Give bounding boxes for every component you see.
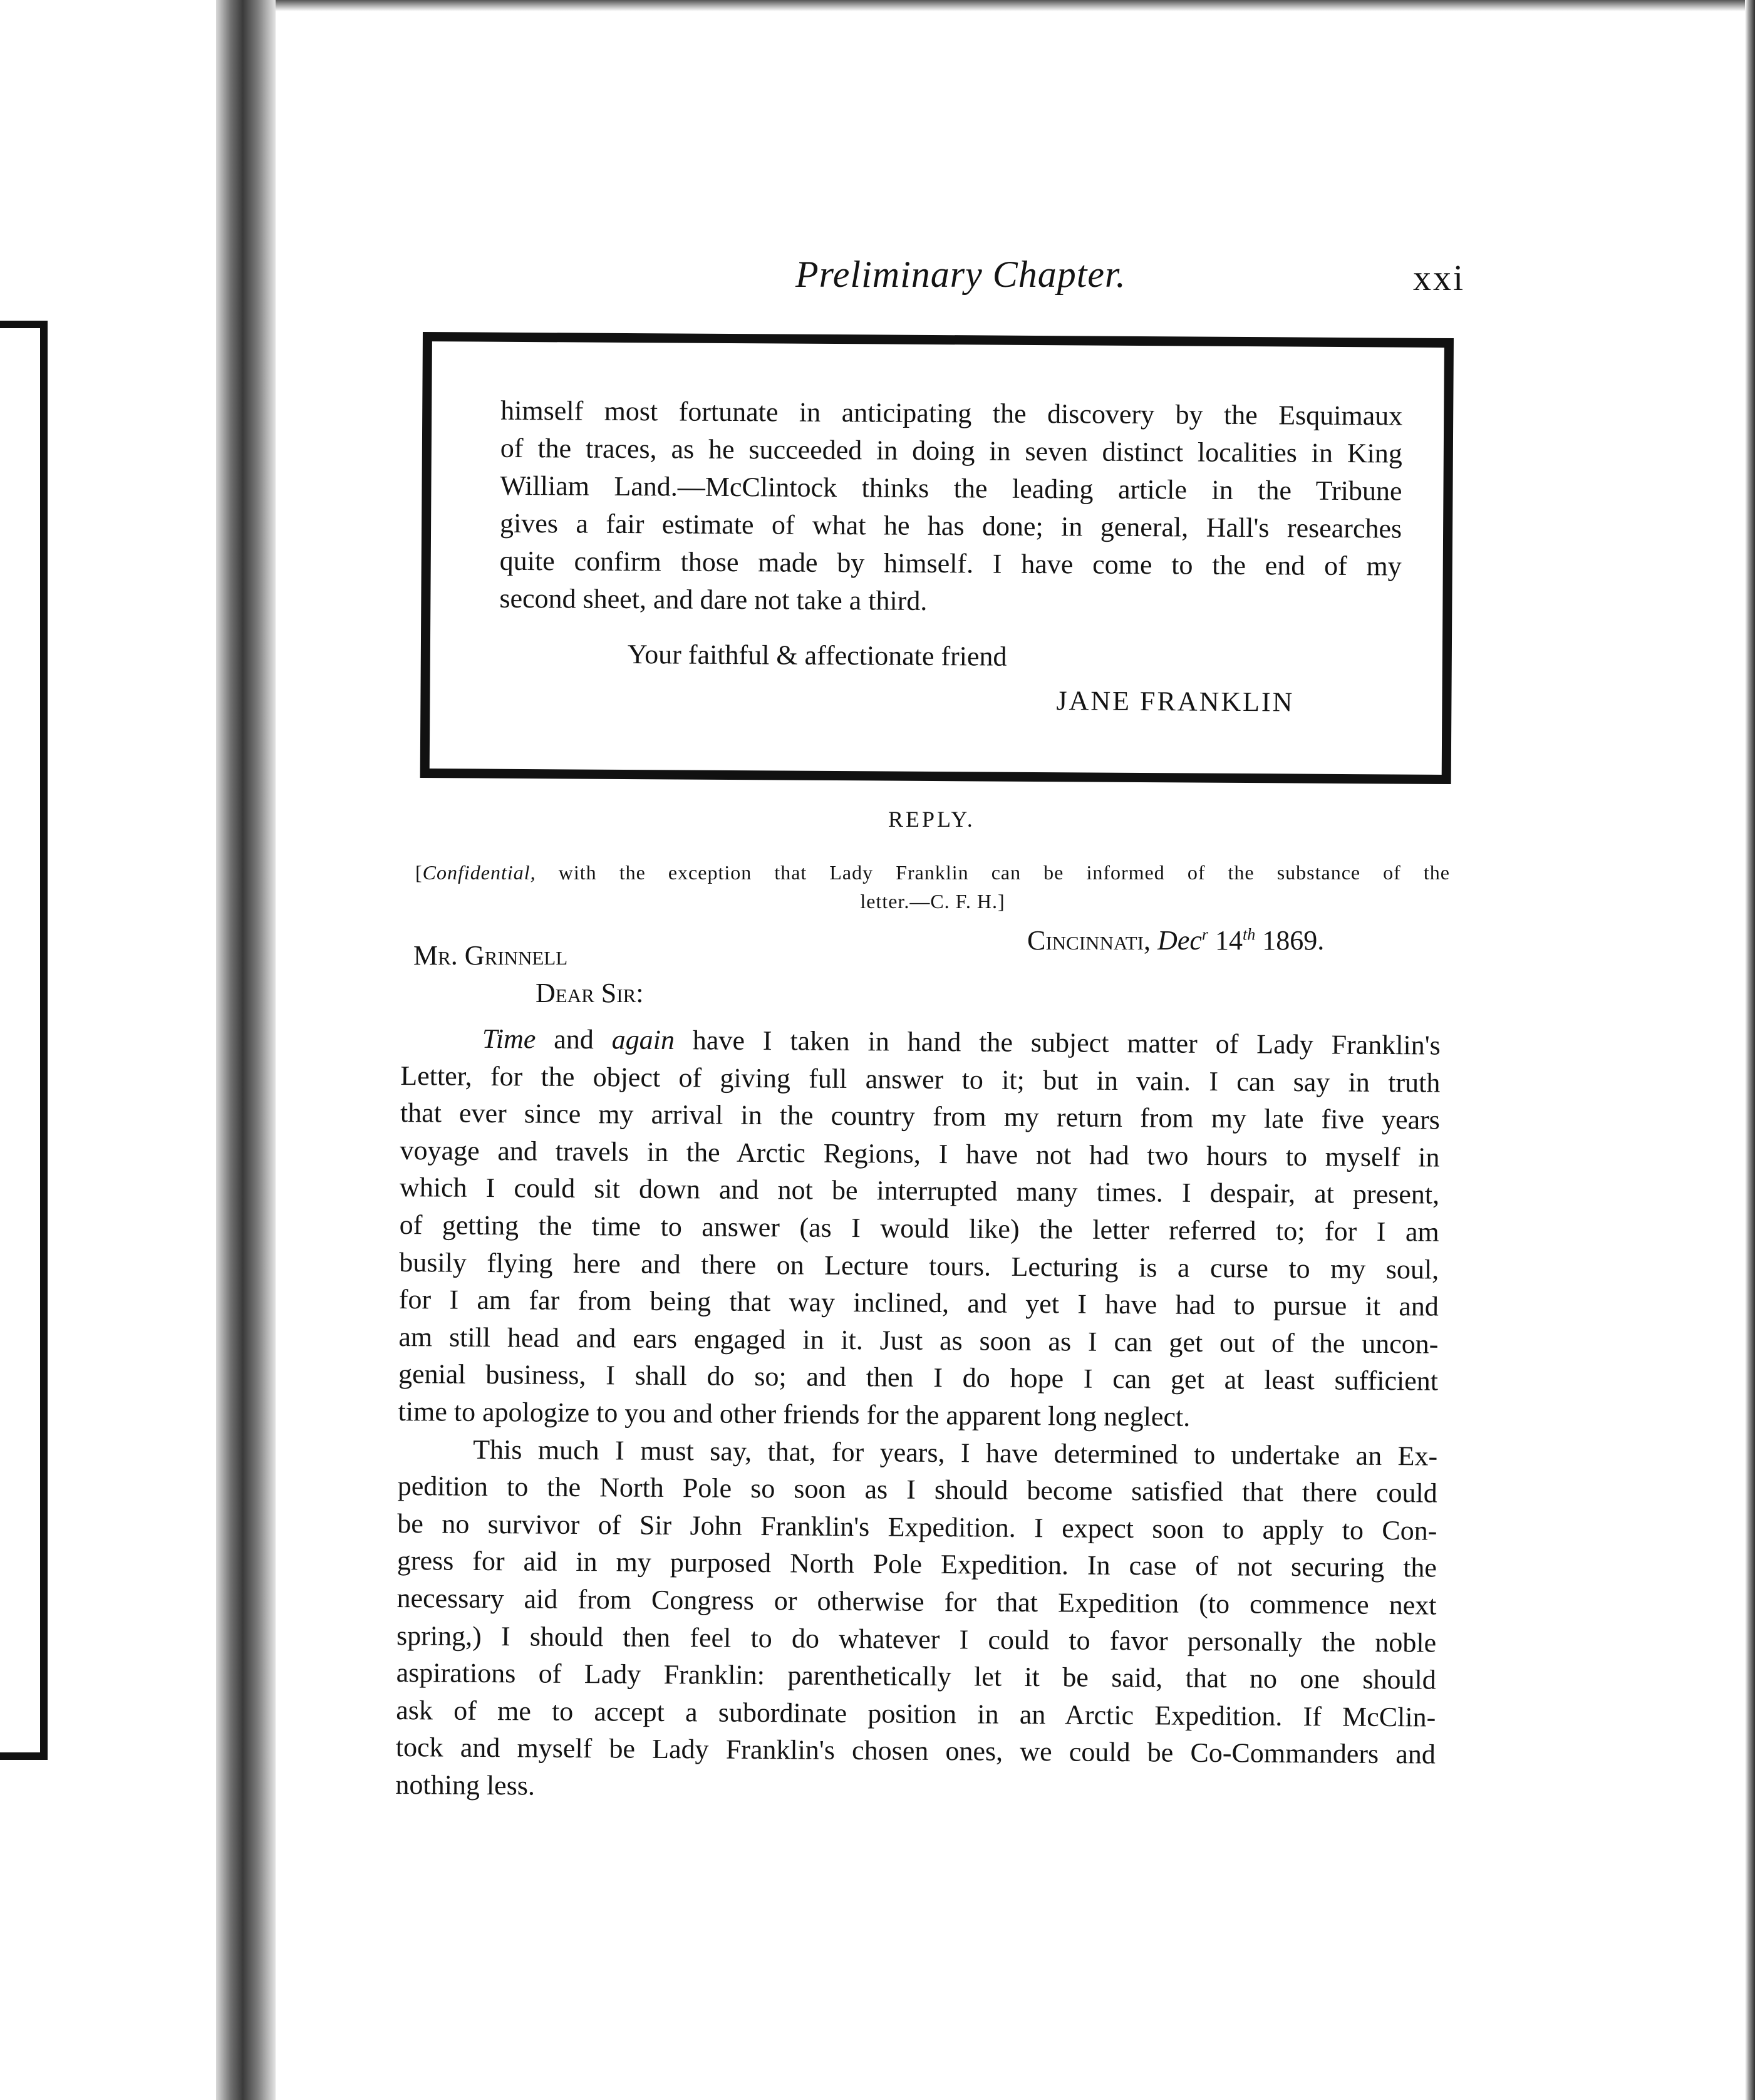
- reply-line: spring,) I should then feel to do whatever I could to favor personally the noble: [396, 1620, 1437, 1658]
- reply-line: pedition to the North Pole so soon as I should become satisfied that there could: [397, 1471, 1437, 1509]
- letter-line: William Land.—McClintock thinks the leading article in the Tribune: [500, 470, 1402, 507]
- reply-line: Time and again have I taken in hand the subject matter of Lady Franklin's: [482, 1023, 1441, 1061]
- dateline-place: Cincinnati,: [1027, 925, 1151, 956]
- reply-line: This much I must say, that, for years, I have determined to undertake an Ex-: [473, 1434, 1438, 1472]
- reply-line: tock and myself be Lady Franklin's chosen ones, we could be Co-Commanders and: [395, 1732, 1436, 1770]
- reply-line: genial business, I shall do so; and then I do hope I can get at least sufficient: [398, 1358, 1439, 1397]
- reply-line: voyage and travels in the Arctic Regions, I have not had two hours to myself in: [400, 1134, 1440, 1173]
- letter-line: of the traces, as he succeeded in doing in seven distinct localities in King: [500, 432, 1402, 469]
- running-head-title: Preliminary Chapter.: [795, 254, 1126, 295]
- letter-line: gives a fair estimate of what he has done; in general, Hall's researches: [499, 507, 1402, 544]
- page-right-edge: [1745, 0, 1755, 2100]
- reply-line: necessary aid from Congress or otherwise for that Expedition (to commence next: [396, 1582, 1437, 1621]
- note-bracket: [: [415, 861, 423, 884]
- dateline-month: Dec$^r$: [1157, 925, 1209, 956]
- letter-line: quite confirm those made by himself. I have come to the end of my: [499, 545, 1402, 582]
- reply-line: aspirations of Lady Franklin: parenthetically let it be said, that no one should: [396, 1657, 1436, 1695]
- reply-line: am still head and ears engaged in it. Just as soon as I can get out of the uncon-: [398, 1321, 1439, 1360]
- recipient: Mr. Grinnell: [413, 940, 568, 971]
- dateline-day: 14th: [1215, 925, 1256, 956]
- note-text: with the exception that Lady Franklin can be informed of the substance of the: [536, 861, 1450, 884]
- dateline-year: 1869.: [1262, 925, 1325, 956]
- facing-page: [0, 0, 216, 2100]
- page-top-edge: [276, 0, 1755, 11]
- reply-body: [395, 1020, 1441, 1811]
- salutation: Dear Sir:: [536, 978, 644, 1008]
- reply-line: that ever since my arrival in the country from my return from my late five years: [400, 1097, 1441, 1135]
- note-italic: Confidential,: [422, 861, 536, 884]
- facing-page-frame: [0, 321, 48, 1760]
- letter-box-text: [499, 392, 1402, 623]
- letter-line: second sheet, and dare not take a third.: [499, 582, 928, 616]
- reply-line: gress for aid in my purposed North Pole Expedition. In case of not securing the: [396, 1545, 1437, 1583]
- reply-line: of getting the time to answer (as I would like) the letter referred to; for I am: [399, 1209, 1439, 1248]
- letter-line: himself most fortunate in anticipating the discovery by the Esquimaux: [500, 395, 1403, 432]
- reply-line: ask of me to accept a subordinate position in an Arctic Expedition. If McClin-: [396, 1694, 1436, 1733]
- reply-line: which I could sit down and not be interrupted many times. I despair, at present,: [399, 1172, 1440, 1210]
- reply-line: for I am far from being that way inclined, and yet I have had to pursue it and: [398, 1284, 1439, 1322]
- confidential-note-line: letter.—C. F. H.]: [860, 890, 1005, 913]
- dateline: [1027, 924, 1324, 956]
- letter-box: [420, 332, 1454, 784]
- binding-gutter: [216, 0, 276, 2100]
- letter-signature: JANE FRANKLIN: [1056, 685, 1295, 718]
- confidential-note: [415, 858, 1450, 916]
- reply-line: time to apologize to you and other friends for the apparent long neglect.: [398, 1395, 1191, 1432]
- reply-heading: REPLY.: [888, 807, 975, 832]
- letter-closing: Your faithful & affectionate friend: [627, 639, 1007, 672]
- reply-line: nothing less.: [395, 1769, 536, 1801]
- reply-line: Letter, for the object of giving full answer to it; but in vain. I can say in truth: [400, 1060, 1441, 1099]
- reply-line: busily flying here and there on Lecture tours. Lecturing is a curse to my soul,: [399, 1246, 1439, 1285]
- confidential-note-line: [415, 858, 1450, 887]
- reply-line: be no survivor of Sir John Franklin's Expedition. I expect soon to apply to Con-: [397, 1508, 1437, 1546]
- page-number: xxi: [1413, 257, 1466, 298]
